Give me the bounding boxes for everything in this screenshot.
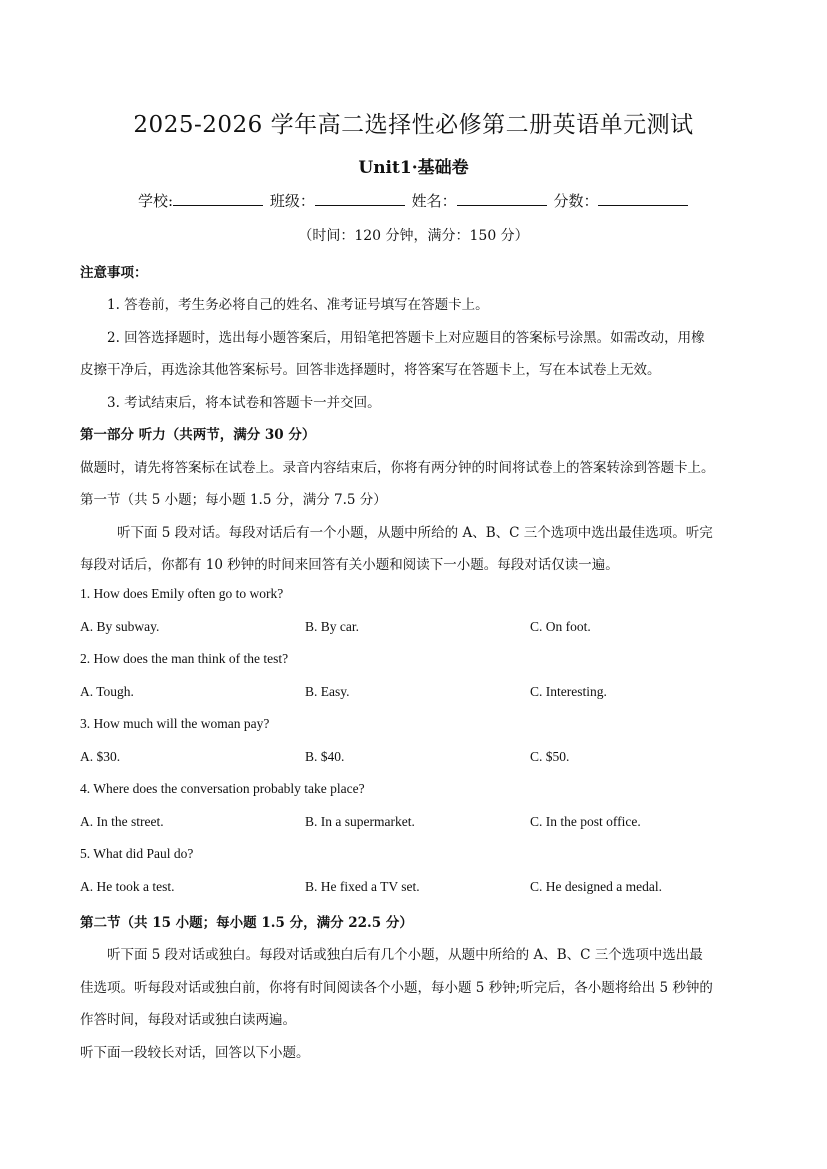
- section1-heading: 第一节（共 5 小题；每小题 1.5 分，满分 7.5 分）: [80, 492, 387, 508]
- q3-option-a[interactable]: A. $30.: [80, 749, 121, 764]
- score-label: 分数：: [553, 192, 599, 210]
- q2-option-b[interactable]: B. Easy.: [305, 684, 350, 699]
- score-blank[interactable]: [598, 191, 688, 206]
- section2-instructions-cont2: 作答时间，每段对话或独白读两遍。: [80, 1012, 296, 1028]
- q4-option-c[interactable]: C. In the post office.: [530, 814, 641, 829]
- q1-option-c[interactable]: C. On foot.: [530, 619, 591, 634]
- part1-intro: 做题时，请先将答案标在试卷上。录音内容结束后，你将有两分钟的时间将试卷上的答案转涂到答题卡上。: [80, 460, 715, 476]
- q4-option-a[interactable]: A. In the street.: [80, 814, 164, 829]
- q5-option-c[interactable]: C. He designed a medal.: [530, 879, 662, 894]
- q5-option-b[interactable]: B. He fixed a TV set.: [305, 879, 420, 894]
- question-4: 4. Where does the conversation probably take place?: [80, 781, 365, 796]
- section2-instructions: 听下面 5 段对话或独白。每段对话或独白后有几个小题，从题中所给的 A、B、C 三个选项中选出最: [107, 947, 703, 963]
- q4-option-b[interactable]: B. In a supermarket.: [305, 814, 415, 829]
- exam-title: 2025-2026 学年高二选择性必修第二册英语单元测试: [133, 112, 694, 138]
- name-label: 姓名：: [411, 192, 457, 210]
- name-blank[interactable]: [457, 191, 547, 206]
- notice-item-3: 3. 考试结束后，将本试卷和答题卡一并交回。: [107, 395, 381, 411]
- student-info-row: [138, 190, 690, 211]
- school-label: 学校:: [138, 192, 174, 210]
- q2-option-a[interactable]: A. Tough.: [80, 684, 134, 699]
- class-label: 班级：: [269, 192, 315, 210]
- section1-instructions-cont: 每段对话后，你都有 10 秒钟的时间来回答有关小题和阅读下一小题。每段对话仅读一遍。: [80, 557, 619, 573]
- q3-option-b[interactable]: B. $40.: [305, 749, 345, 764]
- notice-item-2-cont: 皮擦干净后，再选涂其他答案标号。回答非选择题时，将答案写在答题卡上，写在本试卷上无效。: [80, 362, 661, 378]
- time-note: （时间：120 分钟，满分：150 分）: [298, 228, 529, 244]
- part1-heading: 第一部分 听力（共两节，满分 30 分）: [80, 427, 316, 443]
- question-3: 3. How much will the woman pay?: [80, 716, 270, 731]
- q1-option-a[interactable]: A. By subway.: [80, 619, 160, 634]
- notice-item-2: 2. 回答选择题时，选出每小题答案后，用铅笔把答题卡上对应题目的答案标号涂黑。如需改动，用橡: [107, 330, 705, 346]
- section2-instructions-cont1: 佳选项。听每段对话或独白前，你将有时间阅读各个小题，每小题 5 秒钟;听完后，各小题将给出 5 秒钟的: [80, 980, 713, 996]
- school-blank[interactable]: [173, 191, 263, 206]
- question-2: 2. How does the man think of the test?: [80, 651, 289, 666]
- notice-heading: 注意事项：: [80, 265, 148, 281]
- question-1: 1. How does Emily often go to work?: [80, 586, 284, 601]
- q3-option-c[interactable]: C. $50.: [530, 749, 570, 764]
- notice-item-1: 1. 答卷前，考生务必将自己的姓名、准考证号填写在答题卡上。: [107, 297, 489, 313]
- q5-option-a[interactable]: A. He took a test.: [80, 879, 175, 894]
- q1-option-b[interactable]: B. By car.: [305, 619, 359, 634]
- exam-subtitle: Unit1·基础卷: [358, 158, 469, 178]
- q2-option-c[interactable]: C. Interesting.: [530, 684, 607, 699]
- class-blank[interactable]: [315, 191, 405, 206]
- section2-dialog-intro: 听下面一段较长对话，回答以下小题。: [80, 1045, 310, 1061]
- question-5: 5. What did Paul do?: [80, 846, 194, 861]
- section1-instructions: 听下面 5 段对话。每段对话后有一个小题，从题中所给的 A、B、C 三个选项中选出最佳选项。听完: [117, 525, 713, 541]
- section2-heading: 第二节（共 15 小题；每小题 1.5 分，满分 22.5 分）: [80, 915, 413, 931]
